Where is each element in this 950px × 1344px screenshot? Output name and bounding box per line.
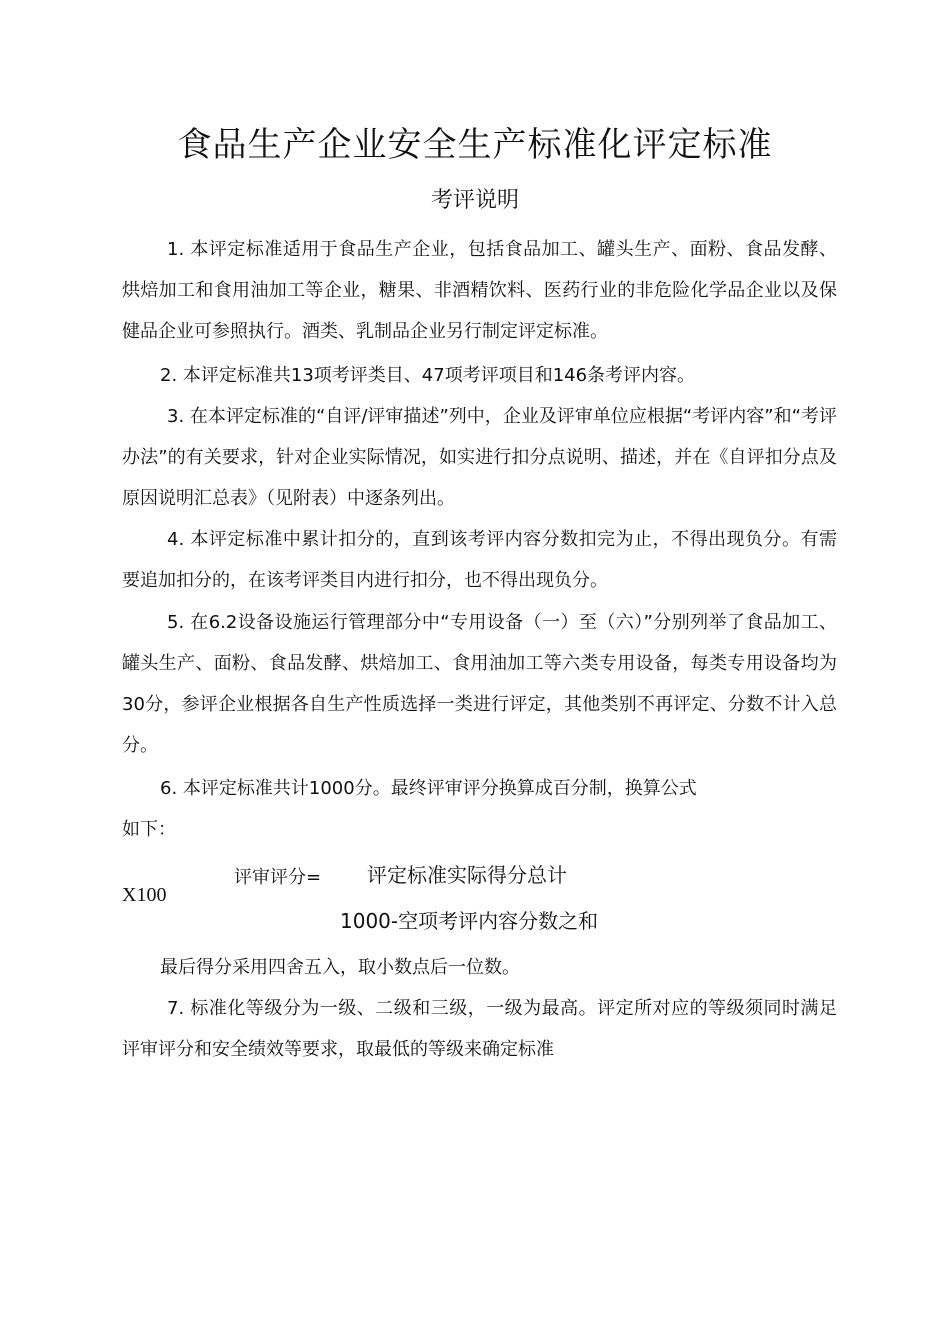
formula-multiplier: X100 (122, 884, 167, 906)
document-title: 食品生产企业安全生产标准化评定标准 (177, 125, 773, 165)
formula-numerator: 评定标准实际得分总计 (367, 863, 567, 887)
paragraph-1: 1. 本评定标准适用于食品生产企业，包括食品加工、罐头生产、面粉、食品发酵、烘焙加工和食用油加工等企业，糖果、非酒精饮料、医药行业的非危险化学品企业以及保健品企业可参照执行。酒类、乳制品企业另行制定评定标准。 (122, 239, 837, 342)
paragraph-7: 7. 标准化等级分为一级、二级和三级，一级为最高。评定所对应的等级须同时满足评审评分和安全绩效等要求，取最低的等级来确定标准 (122, 998, 837, 1060)
paragraph-2: 2. 本评定标准共13项考评类目、47项考评项目和146条考评内容。 (160, 365, 696, 386)
rounding-note: 最后得分采用四舍五入，取小数点后一位数。 (160, 957, 520, 978)
formula-label: 评审评分= (234, 867, 322, 888)
paragraph-6: 6. 本评定标准共计1000分。最终评审评分换算成百分制，换算公式 (160, 778, 697, 799)
document-subtitle: 考评说明 (430, 188, 519, 213)
paragraph-4: 4. 本评定标准中累计扣分的，直到该考评内容分数扣完为止，不得出现负分。有需要追加扣分的，在该考评类目内进行扣分，也不得出现负分。 (122, 529, 837, 591)
paragraph-5: 5. 在6.2设备设施运行管理部分中“专用设备（一）至（六）”分别列举了食品加工、罐头生产、面粉、食品发酵、烘焙加工、食用油加工等六类专用设备，每类专用设备均为30分，参评企业根据各自生产性质选择一类进行评定，其他类别不再评定、分数不计入总分。 (122, 612, 837, 756)
paragraph-3: 3. 在本评定标准的“自评/评审描述”列中，企业及评审单位应根据“考评内容”和“考评办法”的有关要求，针对企业实际情况，如实进行扣分点说明、描述，并在《自评扣分点及原因说明汇总表》（见附表）中逐条列出。 (122, 406, 837, 509)
paragraph-6-continued: 如下： (122, 819, 176, 840)
formula-denominator: 1000-空项考评内容分数之和 (340, 909, 599, 933)
